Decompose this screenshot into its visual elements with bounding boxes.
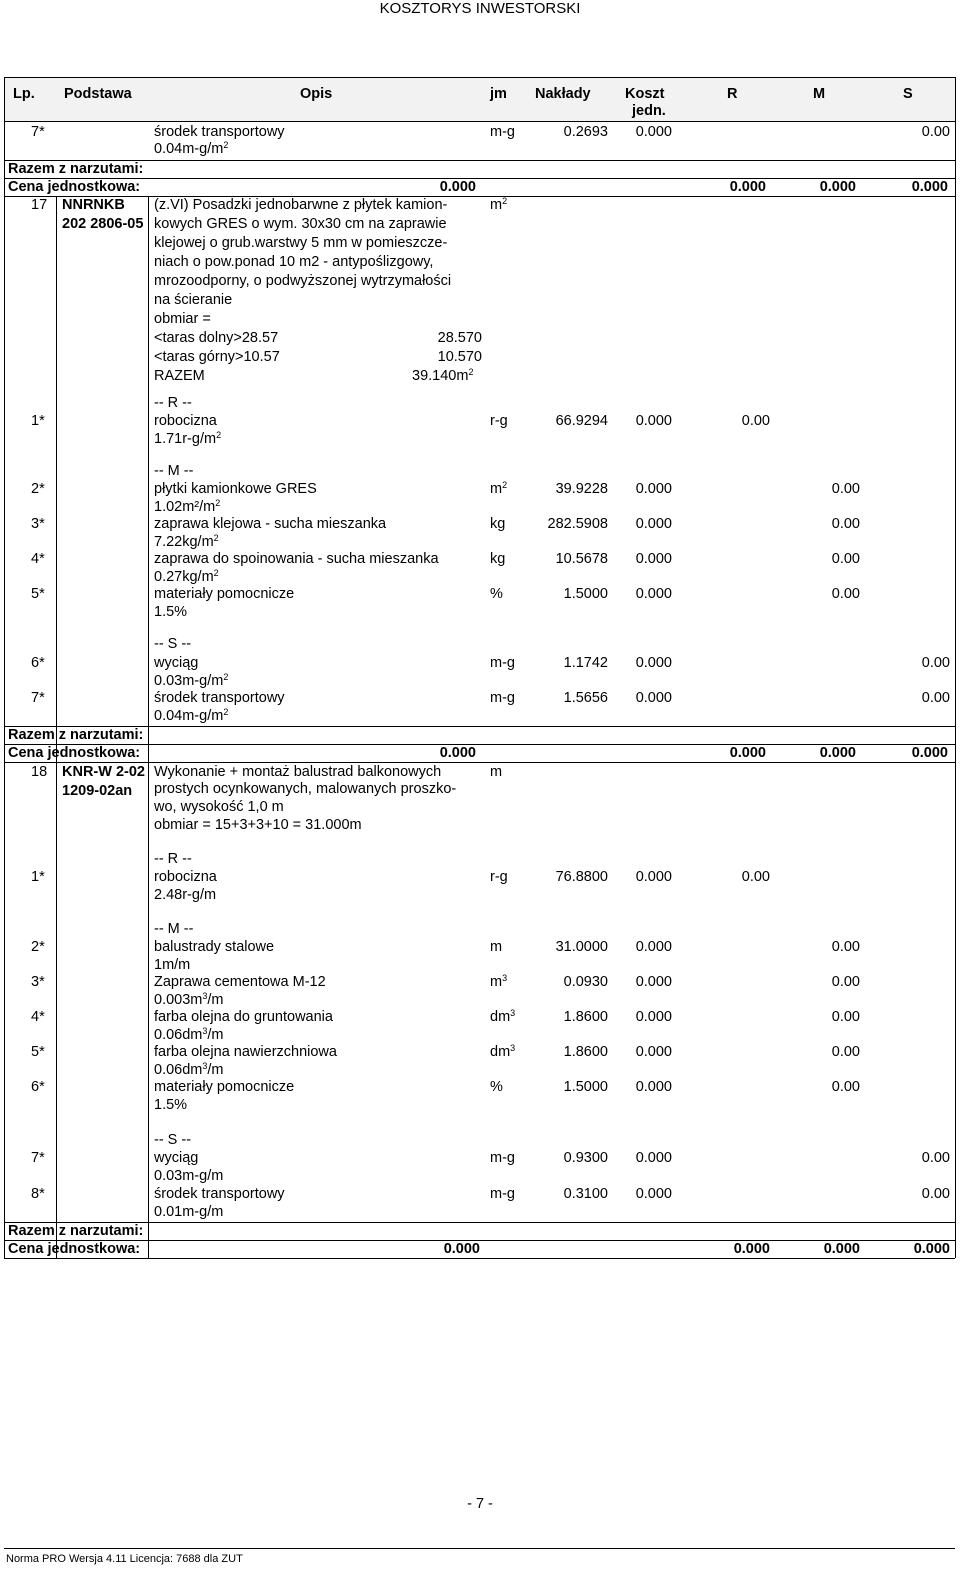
row-lp: 2* bbox=[31, 939, 45, 955]
cena-value: 0.000 bbox=[819, 745, 856, 761]
row-value: 0.00 bbox=[921, 655, 950, 671]
cena-value: 0.000 bbox=[443, 1241, 480, 1257]
row-jm: m-g bbox=[490, 1186, 515, 1202]
row-name: farba olejna do gruntowania bbox=[154, 1009, 333, 1025]
row-lp: 7* bbox=[31, 690, 45, 706]
row-name: zaprawa do spoinowania - sucha mieszanka bbox=[154, 551, 439, 567]
header-lp: Lp. bbox=[13, 86, 35, 102]
row-qty: 31.0000 bbox=[555, 939, 608, 955]
row-norm: 2.48r-g/m bbox=[154, 887, 217, 903]
position-description: Wykonanie + montaż balustrad balkonowych bbox=[154, 764, 442, 780]
section-r: -- R -- bbox=[154, 395, 192, 411]
row-jm: % bbox=[490, 1079, 503, 1095]
cena-value: 0.000 bbox=[819, 179, 856, 195]
row-qty: 0.0930 bbox=[563, 974, 608, 990]
position-description: mrozoodporny, o podwyższonej wytrzymałości bbox=[154, 273, 452, 289]
row-lp: 1* bbox=[31, 413, 45, 429]
measurement-label: <taras górny>10.57 bbox=[154, 349, 280, 365]
measurement-value: 10.570 bbox=[437, 349, 482, 365]
row-price: 0.000 bbox=[635, 869, 672, 885]
row-norm: 1m/m bbox=[154, 957, 191, 973]
position-description: niach o pow.ponad 10 m2 - antypoślizgowy, bbox=[154, 254, 434, 270]
row-jm: $dm^3$ bbox=[490, 1043, 516, 1060]
position-description: prostych ocynkowanych, malowanych proszko- bbox=[154, 781, 457, 797]
position-code: 1209-02an bbox=[62, 783, 133, 799]
section-m: -- M -- bbox=[154, 463, 194, 479]
row-name: zaprawa klejowa - sucha mieszanka bbox=[154, 516, 387, 532]
position-code: 202 2806-05 bbox=[62, 216, 144, 232]
position-unit: $m^2$ bbox=[490, 196, 508, 213]
footer-text: Norma PRO Wersja 4.11 Licencja: 7688 dla ZUT bbox=[6, 1553, 243, 1565]
position-description: klejowej o grub.warstwy 5 mm w pomieszcze- bbox=[154, 235, 448, 251]
row-jm: m-g bbox=[490, 690, 515, 706]
row-jm: $dm^3$ bbox=[490, 1008, 516, 1025]
row-name: materiały pomocnicze bbox=[154, 1079, 295, 1095]
row-name: środek transportowy bbox=[154, 690, 285, 706]
row-qty: 1.8600 bbox=[563, 1009, 608, 1025]
row-lp: 2* bbox=[31, 481, 45, 497]
row-value: 0.00 bbox=[831, 939, 860, 955]
row-lp: 4* bbox=[31, 1009, 45, 1025]
section-s: -- S -- bbox=[154, 1132, 192, 1148]
row-name: farba olejna nawierzchniowa bbox=[154, 1044, 337, 1060]
row-qty: 10.5678 bbox=[555, 551, 608, 567]
row-price: 0.000 bbox=[635, 974, 672, 990]
measurement-label: obmiar = 15+3+3+10 = 31.000m bbox=[154, 817, 362, 833]
row-value: 0.00 bbox=[831, 1079, 860, 1095]
row-price: 0.000 bbox=[635, 1186, 672, 1202]
header-koszt-jedn: jedn. bbox=[632, 103, 666, 119]
row-jm: kg bbox=[490, 551, 506, 567]
row-price: 0.000 bbox=[635, 655, 672, 671]
row-qty: 282.5908 bbox=[547, 516, 608, 532]
row-norm: 1.5% bbox=[154, 1097, 188, 1113]
cena-label: Cena jednostkowa: bbox=[8, 179, 141, 195]
row-jm: m-g bbox=[490, 124, 515, 140]
position-description: na ścieranie bbox=[154, 292, 233, 308]
row-qty: 0.9300 bbox=[563, 1150, 608, 1166]
row-price: 0.000 bbox=[635, 1044, 672, 1060]
position-code: NNRNKB bbox=[62, 197, 125, 213]
row-price: 0.000 bbox=[635, 1079, 672, 1095]
section-m: -- M -- bbox=[154, 921, 194, 937]
measurement-label: RAZEM bbox=[154, 368, 205, 384]
row-norm: $0.04m-g/m^2$ bbox=[154, 140, 229, 157]
row-name: środek transportowy bbox=[154, 124, 285, 140]
measurement-value: 28.570 bbox=[437, 330, 482, 346]
row-name: wyciąg bbox=[154, 1150, 199, 1166]
row-norm: $0.03m-g/m^2$ bbox=[154, 672, 229, 689]
row-value: 0.00 bbox=[831, 551, 860, 567]
row-value: 0.00 bbox=[831, 516, 860, 532]
row-norm: $7.22kg/m^2$ bbox=[154, 533, 219, 550]
row-norm: $0.27kg/m^2$ bbox=[154, 568, 219, 585]
row-qty: 1.1742 bbox=[563, 655, 608, 671]
header-podstawa: Podstawa bbox=[64, 86, 132, 102]
header-r: R bbox=[727, 86, 738, 102]
row-name: płytki kamionkowe GRES bbox=[154, 481, 317, 497]
position-code: KNR-W 2-02 bbox=[62, 764, 145, 780]
row-qty: 0.3100 bbox=[563, 1186, 608, 1202]
position-unit: m bbox=[490, 764, 503, 780]
section-s: -- S -- bbox=[154, 636, 192, 652]
row-lp: 3* bbox=[31, 974, 45, 990]
row-value: 0.00 bbox=[831, 481, 860, 497]
cena-value: 0.000 bbox=[823, 1241, 860, 1257]
row-lp: 3* bbox=[31, 516, 45, 532]
row-norm: $1.71r-g/m^2$ bbox=[154, 430, 222, 447]
page-number: - 7 - bbox=[467, 1496, 493, 1512]
row-norm: 1.5% bbox=[154, 604, 188, 620]
measurement-total: $39.140m^2$ bbox=[412, 367, 474, 384]
position-description: kowych GRES o wym. 30x30 cm na zaprawie bbox=[154, 216, 447, 232]
row-jm: % bbox=[490, 586, 503, 602]
row-qty: 1.8600 bbox=[563, 1044, 608, 1060]
header-m: M bbox=[813, 86, 826, 102]
position-description: (z.VI) Posadzki jednobarwne z płytek kamion- bbox=[154, 197, 448, 213]
row-jm: r-g bbox=[490, 869, 508, 885]
razem-label: Razem z narzutami: bbox=[8, 727, 144, 743]
row-lp: 5* bbox=[31, 1044, 45, 1060]
row-lp: 8* bbox=[31, 1186, 45, 1202]
row-name: robocizna bbox=[154, 869, 217, 885]
row-value: 0.00 bbox=[831, 586, 860, 602]
row-price: 0.000 bbox=[635, 690, 672, 706]
row-value: 0.00 bbox=[921, 1186, 950, 1202]
row-lp: 6* bbox=[31, 1079, 45, 1095]
row-value: 0.00 bbox=[831, 1009, 860, 1025]
row-norm: 0.01m-g/m bbox=[154, 1204, 224, 1220]
row-qty: 76.8800 bbox=[555, 869, 608, 885]
row-lp: 5* bbox=[31, 586, 45, 602]
row-value: 0.00 bbox=[831, 974, 860, 990]
row-price: 0.000 bbox=[635, 481, 672, 497]
row-name: środek transportowy bbox=[154, 1186, 285, 1202]
row-qty: 39.9228 bbox=[555, 481, 608, 497]
row-qty: 1.5000 bbox=[563, 1079, 608, 1095]
row-price: 0.000 bbox=[635, 586, 672, 602]
position-number: 18 bbox=[31, 764, 48, 780]
cena-value: 0.000 bbox=[913, 1241, 950, 1257]
row-price: 0.000 bbox=[635, 1009, 672, 1025]
row-qty: 66.9294 bbox=[555, 413, 608, 429]
row-value: 0.00 bbox=[741, 869, 770, 885]
position-description: wo, wysokość 1,0 m bbox=[154, 799, 284, 815]
row-norm: $0.003m^3/m$ bbox=[154, 991, 224, 1008]
row-jm: $m^2$ bbox=[490, 480, 508, 497]
cena-value: 0.000 bbox=[729, 745, 766, 761]
row-value: 0.00 bbox=[921, 690, 950, 706]
cena-value: 0.000 bbox=[733, 1241, 770, 1257]
header-koszt: Koszt bbox=[625, 86, 665, 102]
row-price: 0.000 bbox=[635, 939, 672, 955]
row-lp: 1* bbox=[31, 869, 45, 885]
cena-value: 0.000 bbox=[729, 179, 766, 195]
row-price: 0.000 bbox=[635, 516, 672, 532]
page-title: KOSZTORYS INWESTORSKI bbox=[379, 0, 581, 17]
row-jm: m-g bbox=[490, 1150, 515, 1166]
row-name: balustrady stalowe bbox=[154, 939, 275, 955]
row-price: 0.000 bbox=[635, 413, 672, 429]
row-norm: $0.06dm^3/m$ bbox=[154, 1061, 224, 1078]
row-norm: $1.02m^2/m^2$ bbox=[154, 498, 221, 515]
row-jm: m bbox=[490, 939, 503, 955]
row-jm: kg bbox=[490, 516, 506, 532]
row-name: wyciąg bbox=[154, 655, 199, 671]
header-opis: Opis bbox=[300, 86, 333, 102]
row-value: 0.00 bbox=[921, 1150, 950, 1166]
row-qty: 0.2693 bbox=[563, 124, 608, 140]
row-qty: 1.5656 bbox=[563, 690, 608, 706]
cena-value: 0.000 bbox=[911, 745, 948, 761]
cena-label: Cena jednostkowa: bbox=[8, 745, 141, 761]
cena-value: 0.000 bbox=[911, 179, 948, 195]
row-jm: $m^3$ bbox=[490, 973, 508, 990]
row-norm: 0.03m-g/m bbox=[154, 1168, 224, 1184]
row-price: 0.000 bbox=[635, 1150, 672, 1166]
row-name: robocizna bbox=[154, 413, 217, 429]
row-lp: 7* bbox=[31, 1150, 45, 1166]
row-norm: $0.04m-g/m^2$ bbox=[154, 707, 229, 724]
razem-label: Razem z narzutami: bbox=[8, 161, 144, 177]
measurement-label: obmiar = bbox=[154, 311, 211, 327]
header-s: S bbox=[903, 86, 913, 102]
row-price: 0.000 bbox=[635, 551, 672, 567]
cena-value: 0.000 bbox=[439, 179, 476, 195]
row-value: 0.00 bbox=[741, 413, 770, 429]
row-jm: r-g bbox=[490, 413, 508, 429]
row-lp: 4* bbox=[31, 551, 45, 567]
razem-label: Razem z narzutami: bbox=[8, 1223, 144, 1239]
cena-label: Cena jednostkowa: bbox=[8, 1241, 141, 1257]
cena-value: 0.000 bbox=[439, 745, 476, 761]
row-price: 0.000 bbox=[635, 124, 672, 140]
row-value: 0.00 bbox=[831, 1044, 860, 1060]
position-number: 17 bbox=[31, 197, 48, 213]
row-name: Zaprawa cementowa M-12 bbox=[154, 974, 326, 990]
row-name: materiały pomocnicze bbox=[154, 586, 295, 602]
row-lp: 6* bbox=[31, 655, 45, 671]
section-r: -- R -- bbox=[154, 851, 192, 867]
row-qty: 1.5000 bbox=[563, 586, 608, 602]
row-lp: 7* bbox=[31, 124, 45, 140]
row-jm: m-g bbox=[490, 655, 515, 671]
row-value: 0.00 bbox=[921, 124, 950, 140]
header-jm: jm bbox=[490, 86, 507, 102]
header-naklady: Nakłady bbox=[535, 86, 591, 102]
row-norm: $0.06dm^3/m$ bbox=[154, 1026, 224, 1043]
measurement-label: <taras dolny>28.57 bbox=[154, 330, 279, 346]
